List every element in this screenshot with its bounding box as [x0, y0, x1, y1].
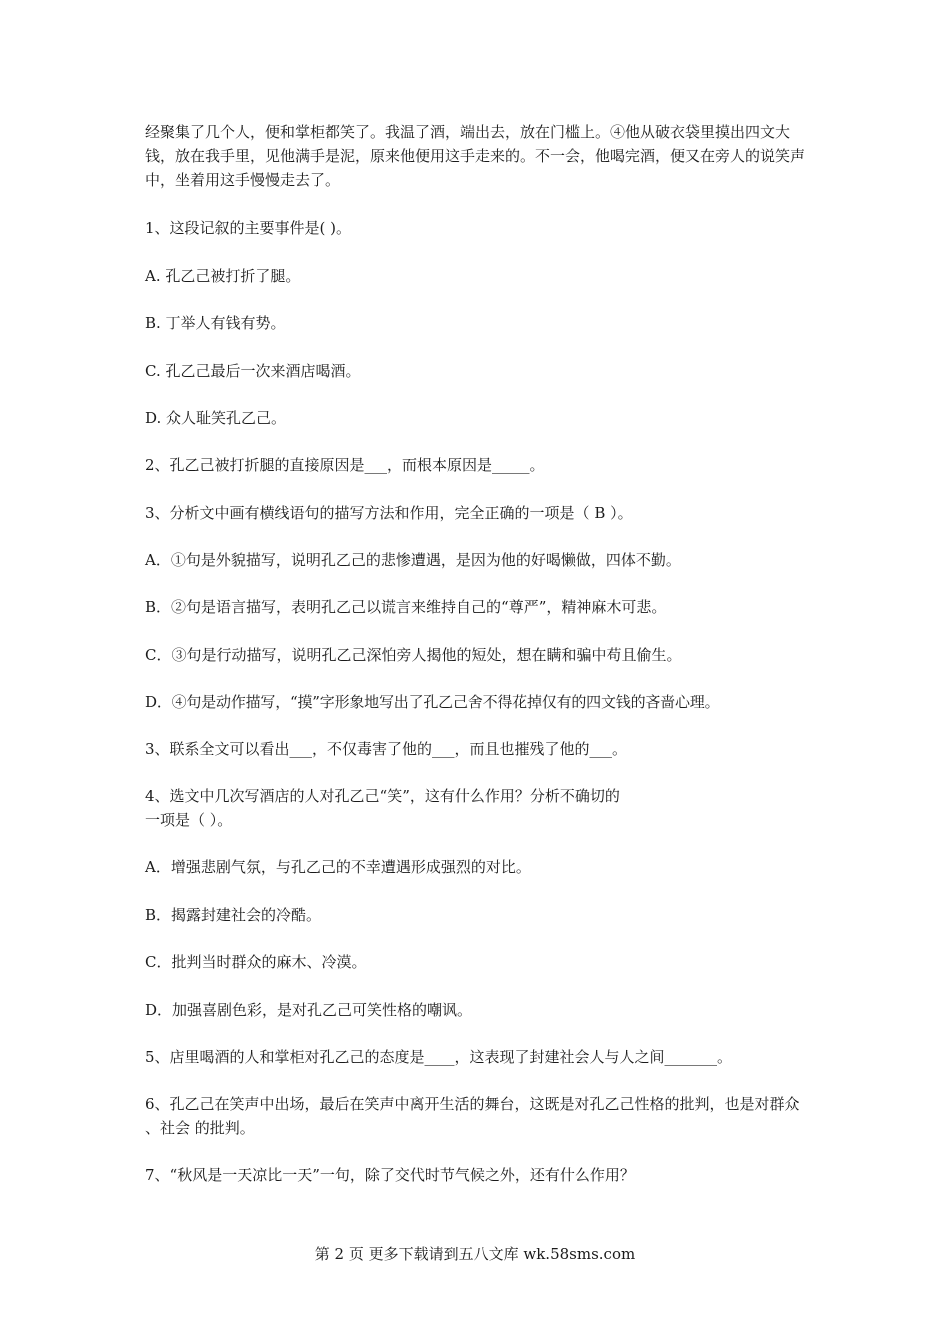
question-6: 6、孔乙己在笑声中出场，最后在笑声中离开生活的舞台，这既是对孔乙己性格的批判，也是对群众 、社会 的批判。: [145, 1095, 800, 1137]
question-5: 5、店里喝酒的人和掌柜对孔乙己的态度是____，这表现了封建社会人与人之间_______。: [145, 1048, 733, 1066]
option-4b: B．揭露封建社会的冷酷。: [145, 906, 322, 924]
question-1: 1、这段记叙的主要事件是( )。: [145, 219, 352, 237]
question-4-line1: 4、选文中几次写酒店的人对孔乙己“笑”，这有什么作用？分析不确切的: [145, 787, 620, 805]
option-4a: A．增强悲剧气氛，与孔乙己的不幸遭遇形成强烈的对比。: [145, 858, 531, 876]
option-3a: A．①句是外貌描写，说明孔乙己的悲惨遭遇，是因为他的好喝懒做，四体不勤。: [145, 551, 681, 569]
intro-paragraph: 经聚集了几个人，便和掌柜都笑了。我温了酒，端出去，放在门槛上。④他从破衣袋里摸出四文大钱，放在我手里，见他满手是泥，原来他便用这手走来的。不一会，他喝完酒，便又在旁人的说笑声中，坐着用这手慢慢走去了。: [145, 123, 806, 189]
option-1c: C. 孔乙己最后一次来酒店喝酒。: [145, 362, 361, 380]
question-4-line2: 一项是（ ）。: [145, 811, 233, 829]
option-3b: B．②句是语言描写，表明孔乙己以谎言来维持自己的“尊严”，精神麻木可悲。: [145, 598, 667, 616]
option-1b: B. 丁举人有钱有势。: [145, 314, 286, 332]
page-footer: 第 2 页 更多下载请到五八文库 wk.58sms.com: [314, 1245, 636, 1263]
option-3c: C．③句是行动描写，说明孔乙己深怕旁人揭他的短处，想在瞒和骗中苟且偷生。: [145, 646, 682, 664]
document-body: [145, 120, 810, 1187]
question-7: 7、“秋风是一天凉比一天”一句，除了交代时节气候之外，还有什么作用？: [145, 1166, 635, 1184]
option-4c: C．批判当时群众的麻木、冷漠。: [145, 953, 367, 971]
option-4d: D．加强喜剧色彩，是对孔乙己可笑性格的嘲讽。: [145, 1001, 473, 1019]
option-3d: D．④句是动作描写，“摸”字形象地写出了孔乙己舍不得花掉仅有的四文钱的吝啬心理。: [145, 693, 720, 711]
question-2: 2、孔乙己被打折腿的直接原因是___，而根本原因是_____。: [145, 456, 545, 474]
option-1d: D. 众人耻笑孔乙己。: [145, 409, 287, 427]
option-1a: A. 孔乙己被打折了腿。: [145, 267, 301, 285]
question-3b: 3、联系全文可以看出___，不仅毒害了他的___，而且也摧残了他的___。: [145, 740, 628, 758]
question-3: 3、分析文中画有横线语句的描写方法和作用，完全正确的一项是（ B ）。: [145, 504, 633, 522]
